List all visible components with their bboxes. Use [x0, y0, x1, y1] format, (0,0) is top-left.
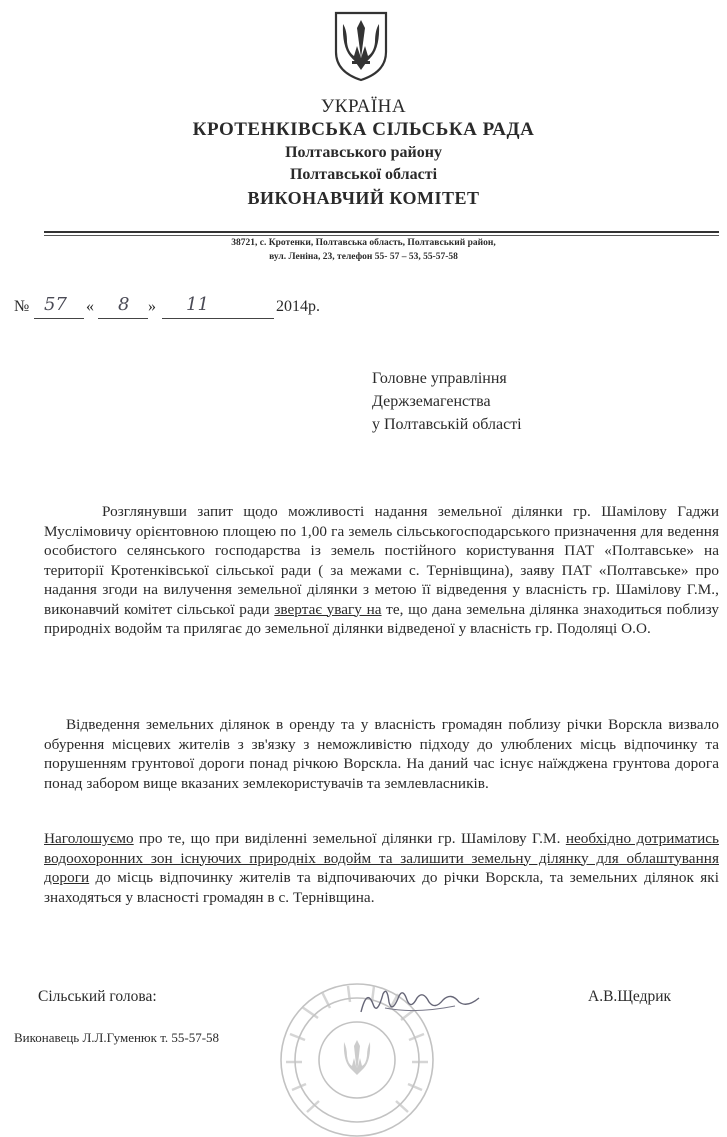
- quote-close: »: [148, 298, 156, 315]
- signatory-name: А.В.Щедрик: [588, 988, 672, 1005]
- committee-heading: ВИКОНАВЧИЙ КОМІТЕТ: [247, 188, 480, 208]
- p1-text-b: те, що дана земельна ділянка знаходиться поблизу природніх водойм та прилягає до земельної ділянки відведеної у власність гр. Подоляці О.О.: [44, 600, 719, 637]
- day-handwritten: 8: [118, 294, 130, 315]
- p3-text-b: до місць відпочинку жителів та відпочиваючих до річки Ворскла, та земельних ділянок які знаходяться у власності громадян в с. Тернівщина.: [44, 869, 719, 906]
- addressee-line-3: у Полтавській області: [372, 416, 522, 433]
- p1-text-a: Розглянувши запит щодо можливості надання земельної ділянки гр. Шамілову Гаджи Муслімовичу орієнтовною площею по 1,00 га земель сільськогосподарського призначення для ведення особистого селянського господарства із земель постійного користування ПАТ «Полтавське» на території Кротенківської сільської ради ( за межами с. Тернівщина), заяву ПАТ «Полтавське» про надання згоди на вилучення земельної ділянки з метою її відведення у власність гр. Шамілову Г.М., виконавчий комітет сільської ради: [44, 503, 719, 618]
- header-divider: [44, 231, 719, 233]
- number-underline: [34, 318, 84, 319]
- p3-text-a: про те, що при виділенні земельної ділянки гр. Шамілову Г.М.: [133, 830, 566, 847]
- header-divider-thin: [44, 235, 719, 236]
- number-label: №: [14, 298, 30, 315]
- registration-row: [14, 294, 354, 324]
- oblast-heading: Полтавської області: [289, 166, 438, 183]
- number-handwritten: 57: [44, 294, 67, 315]
- month-underline: [162, 318, 274, 319]
- trident-emblem-icon: [332, 10, 390, 82]
- executor-line: Виконавець Л.Л.Гуменюк т. 55-57-58: [14, 1030, 220, 1045]
- body-paragraph-1: [44, 502, 719, 639]
- address-line-2: вул. Леніна, 23, телефон 55- 57 – 53, 55-57-58: [269, 252, 458, 262]
- addressee-line-1: Головне управління: [372, 370, 507, 387]
- district-heading: Полтавського району: [285, 144, 442, 161]
- addressee-line-2: Держземагенства: [372, 393, 491, 410]
- day-underline: [98, 318, 148, 319]
- p3-underlined-1: Наголошуємо: [44, 830, 134, 847]
- body-paragraph-3: [44, 829, 719, 907]
- council-heading: КРОТЕНКІВСЬКА СІЛЬСЬКА РАДА: [192, 119, 535, 140]
- quote-open: «: [86, 298, 94, 315]
- handwritten-signature-icon: [355, 982, 485, 1022]
- year-label: 2014р.: [276, 298, 320, 315]
- signature-title: Сільський голова:: [38, 988, 157, 1005]
- body-paragraph-2: Відведення земельних ділянок в оренду та у власність громадян поблизу річки Ворскла визвало обурення місцевих жителів з зв'язку з неможливістю підходу до улюблених місць відпочинку та порушенням грунтової дороги понад річкою Ворскла. На даний час існує наїжджена грунтова дорога понад забором вище вказаних землекористувачів та землевласників.: [44, 716, 719, 792]
- address-line-1: 38721, с. Кротенки, Полтавська область, Полтавський район,: [231, 238, 496, 248]
- p1-underlined: звертає увагу на: [274, 600, 382, 618]
- country-heading: УКРАЇНА: [320, 96, 407, 117]
- p3-underlined-2: необхідно дотриматись водоохоронних зон існуючих природніх водойм та залишити земельну ділянку для облаштування дороги: [44, 830, 720, 886]
- month-handwritten: 11: [186, 294, 209, 315]
